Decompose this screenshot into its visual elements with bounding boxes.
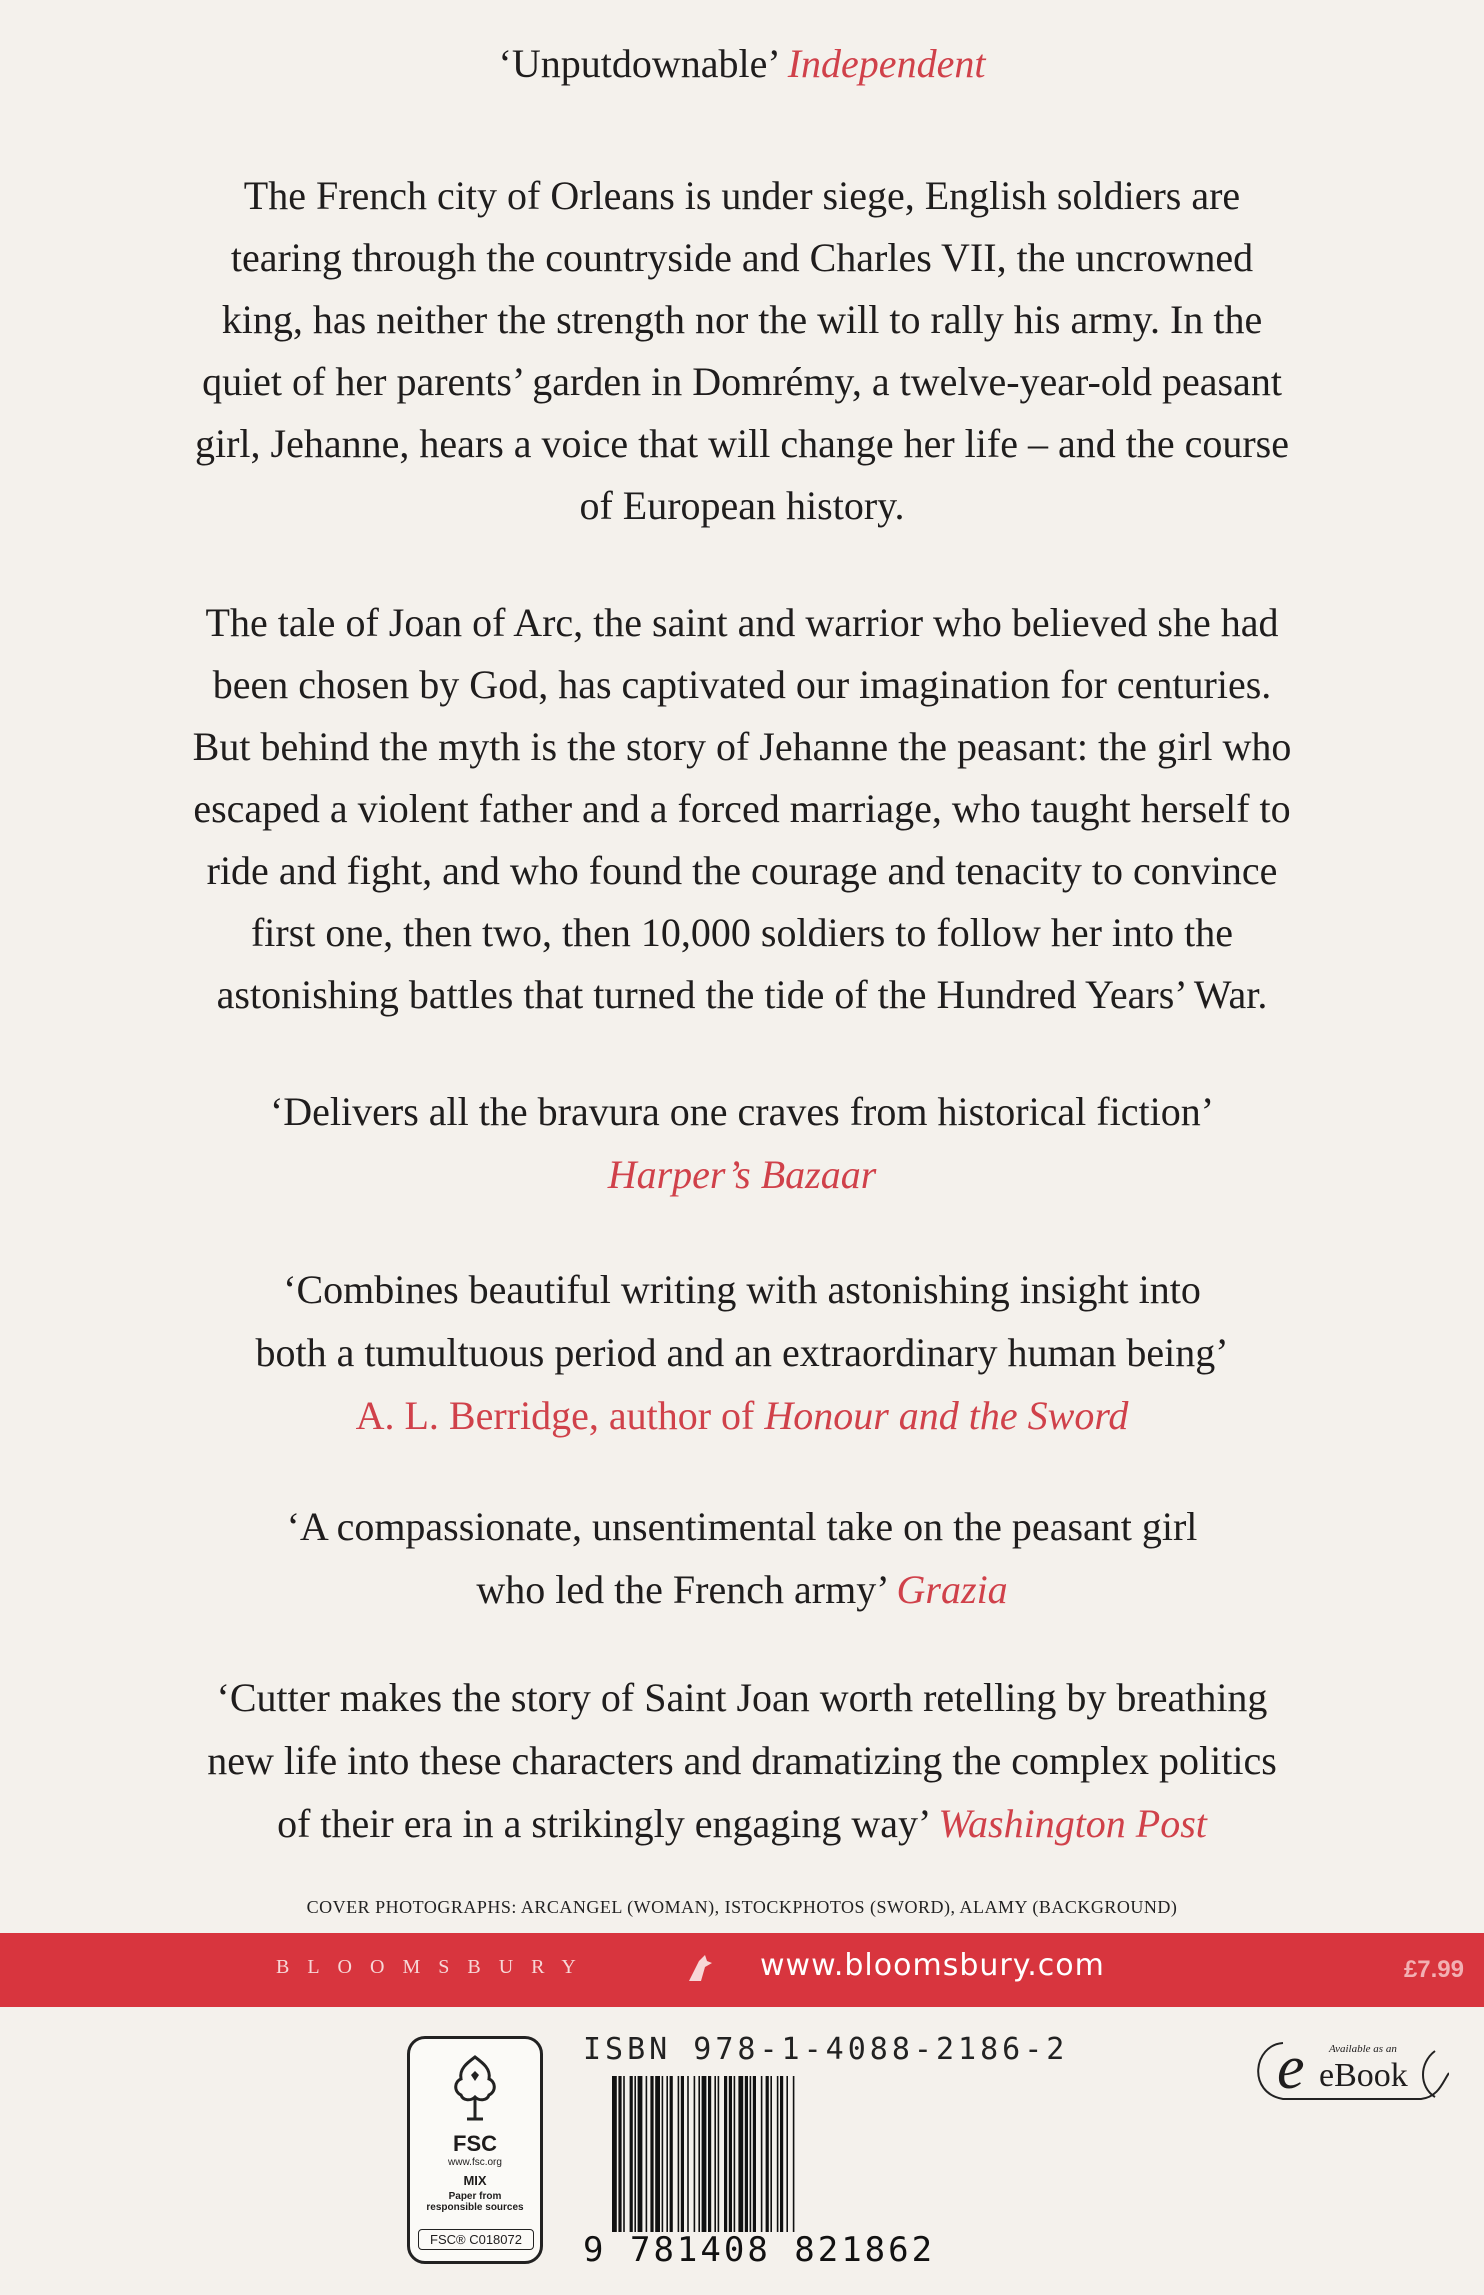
publisher-website[interactable]: www.bloomsbury.com [760, 1948, 1105, 1983]
review-text-end: of their era in a strikingly engaging way’ [277, 1801, 929, 1846]
review-text: ‘Cutter makes the story of Saint Joan worth retelling by breathing [216, 1675, 1268, 1720]
review-harpers [60, 1080, 1424, 1206]
barcode-first-digit: 9 [583, 2230, 607, 2270]
top-quote-text: ‘Unputdownable’ [498, 41, 778, 86]
publisher-band [0, 1933, 1484, 2007]
review-washington-post [60, 1666, 1424, 1855]
publisher-name: BLOOMSBURY [276, 1956, 594, 1978]
review-text [60, 1558, 1424, 1621]
blurb-line: tearing through the countryside and Charles VII, the uncrowned [230, 235, 1254, 280]
review-source: Grazia [896, 1567, 1008, 1612]
barcode-icon [612, 2076, 975, 2232]
ebook-badge [1243, 2033, 1449, 2111]
review-source: Washington Post [938, 1801, 1207, 1846]
blurb-paragraph-1 [60, 165, 1424, 537]
blurb-line: king, has neither the strength nor the will to rally his army. In the [221, 297, 1263, 342]
ebook-word: eBook [1319, 2057, 1408, 2094]
review-text: new life into these characters and dramatizing the complex politics [207, 1738, 1277, 1783]
fsc-title: FSC [453, 2131, 497, 2156]
blurb-line: The tale of Joan of Arc, the saint and warrior who believed she had [205, 600, 1279, 645]
dog-logo-icon [685, 1951, 715, 1985]
barcode-number: 781408 821862 [629, 2230, 936, 2270]
review-text-end: who led the French army’ [476, 1567, 887, 1612]
blurb-line: quiet of her parents’ garden in Domrémy, a twelve-year-old peasant [202, 359, 1282, 404]
fsc-label [407, 2036, 543, 2264]
blurb-line: astonishing battles that turned the tide of the Hundred Years’ War. [216, 972, 1268, 1017]
review-text: ‘Delivers all the bravura one craves from historical fiction’ [269, 1089, 1215, 1134]
fsc-mix: MIX [463, 2173, 487, 2188]
blurb-line: escaped a violent father and a forced marriage, who taught herself to [193, 786, 1291, 831]
review-text: both a tumultuous period and an extraordinary human being’ [255, 1330, 1229, 1375]
blurb-line: The French city of Orleans is under siege, English soldiers are [243, 173, 1241, 218]
review-source: Harper’s Bazaar [607, 1152, 877, 1197]
review-text [60, 1792, 1424, 1855]
review-source-author: A. L. Berridge, author of [355, 1393, 755, 1438]
review-grazia [60, 1495, 1424, 1621]
review-source-title: Honour and the Sword [764, 1393, 1129, 1438]
barcode-digits [583, 2230, 935, 2270]
isbn-text: ISBN 978-1-4088-2186-2 [583, 2032, 1069, 2067]
ebook-e: e [1277, 2034, 1305, 2102]
fsc-url: www.fsc.org [448, 2157, 502, 2168]
price-label: £7.99 [1403, 1956, 1464, 1983]
blurb-line: ride and fight, and who found the courage and tenacity to convince [206, 848, 1278, 893]
review-text: ‘A compassionate, unsentimental take on the peasant girl [286, 1504, 1198, 1549]
blurb-line: first one, then two, then 10,000 soldiers to follow her into the [250, 910, 1234, 955]
blurb-line: of European history. [579, 483, 905, 528]
top-quote [0, 40, 1484, 87]
review-source [60, 1384, 1424, 1447]
blurb-paragraph-2 [60, 592, 1424, 1026]
blurb-line: But behind the myth is the story of Jehanne the peasant: the girl who [192, 724, 1292, 769]
review-text: ‘Combines beautiful writing with astonishing insight into [283, 1267, 1201, 1312]
top-quote-source: Independent [787, 41, 986, 86]
cover-credits: COVER PHOTOGRAPHS: ARCANGEL (WOMAN), ISTOCKPHOTOS (SWORD), ALAMY (BACKGROUND) [306, 1897, 1178, 1917]
blurb-line: girl, Jehanne, hears a voice that will change her life – and the course [194, 421, 1289, 466]
fsc-code: FSC® C018072 [418, 2229, 534, 2250]
fsc-tree-icon [445, 2049, 505, 2129]
fsc-paper: Paper from responsible sources [426, 2191, 524, 2213]
blurb-line: been chosen by God, has captivated our imagination for centuries. [212, 662, 1272, 707]
review-berridge [60, 1258, 1424, 1447]
ebook-available: Available as an [1329, 2043, 1397, 2055]
